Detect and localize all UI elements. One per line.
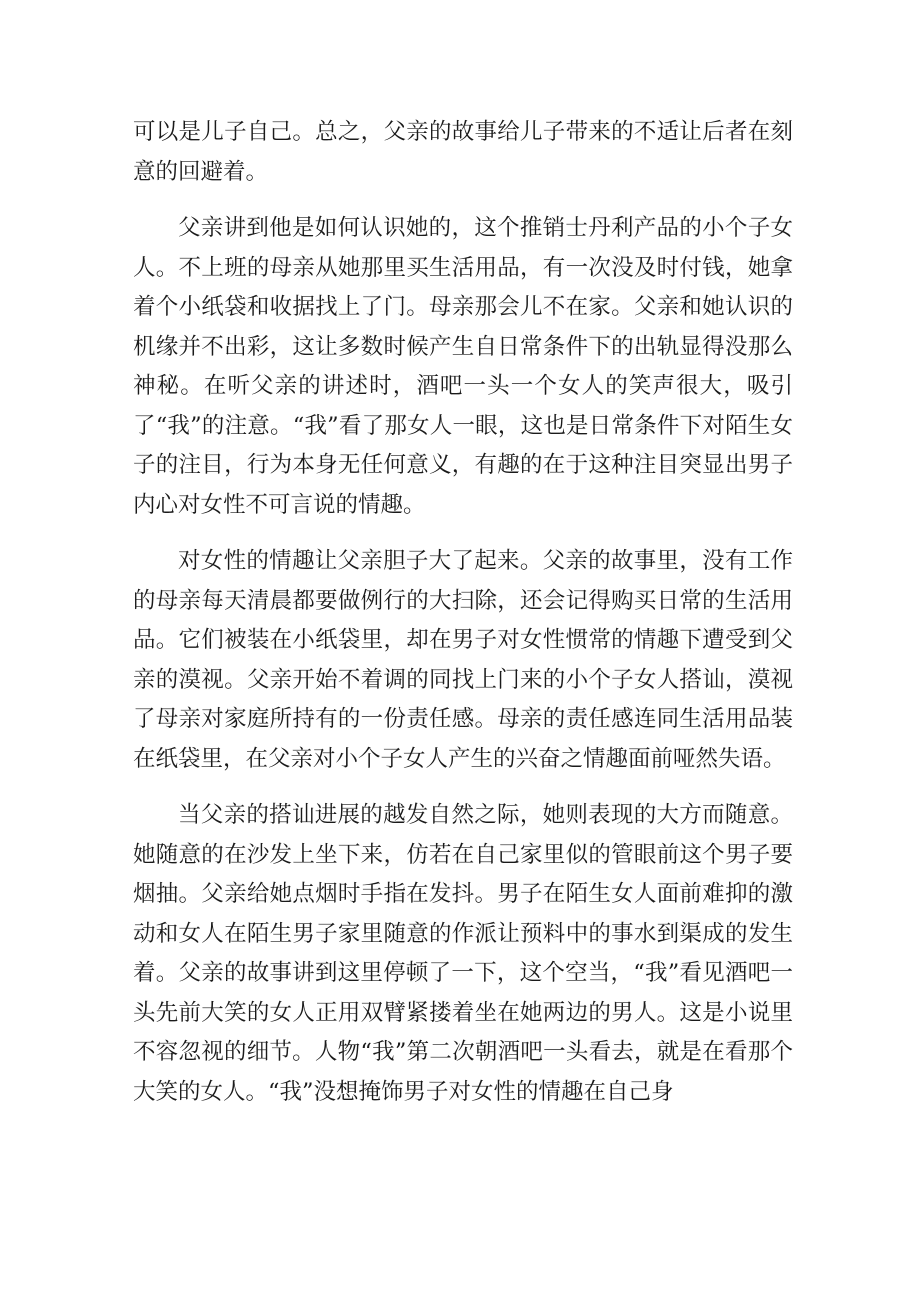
paragraph-3: 对女性的情趣让父亲胆子大了起来。父亲的故事里，没有工作的母亲每天清晨都要做例行的大扫除，还会记得购买日常的生活用品。它们被装在小纸袋里，却在男子对女性惯常的情趣下遭受到父亲的漠视。父亲开始不着调的同找上门来的小个子女人搭讪，漠视了母亲对家庭所持有的一份责任感。母亲的责任感连同生活用品装在纸袋里，在父亲对小个子女人产生的兴奋之情趣面前哑然失语。 bbox=[133, 548, 793, 772]
document-body bbox=[133, 113, 793, 1129]
paragraph-4: 当父亲的搭讪进展的越发自然之际，她则表现的大方而随意。她随意的在沙发上坐下来，仿若在自己家里似的管眼前这个男子要烟抽。父亲给她点烟时手指在发抖。男子在陌生女人面前难抑的激动和女人在陌生男子家里随意的作派让预料中的事水到渠成的发生着。父亲的故事讲到这里停顿了一下，这个空当，“我”看见酒吧一头先前大笑的女人正用双臂紧搂着坐在她两边的男人。这是小说里不容忽视的细节。人物“我”第二次朝酒吧一头看去，就是在看那个大笑的女人。“我”没想掩饰男子对女性的情趣在自己身 bbox=[133, 802, 793, 1105]
paragraph-1: 可以是儿子自己。总之，父亲的故事给儿子带来的不适让后者在刻意的回避着。 bbox=[133, 119, 793, 185]
paragraph-2: 父亲讲到他是如何认识她的，这个推销士丹利产品的小个子女人。不上班的母亲从她那里买生活用品，有一次没及时付钱，她拿着个小纸袋和收据找上了门。母亲那会儿不在家。父亲和她认识的机缘并不出彩，这让多数时候产生自日常条件下的出轨显得没那么神秘。在听父亲的讲述时，酒吧一头一个女人的笑声很大，吸引了“我”的注意。“我”看了那女人一眼，这也是日常条件下对陌生女子的注目，行为本身无任何意义，有趣的在于这种注目突显出男子内心对女性不可言说的情趣。 bbox=[133, 215, 793, 518]
